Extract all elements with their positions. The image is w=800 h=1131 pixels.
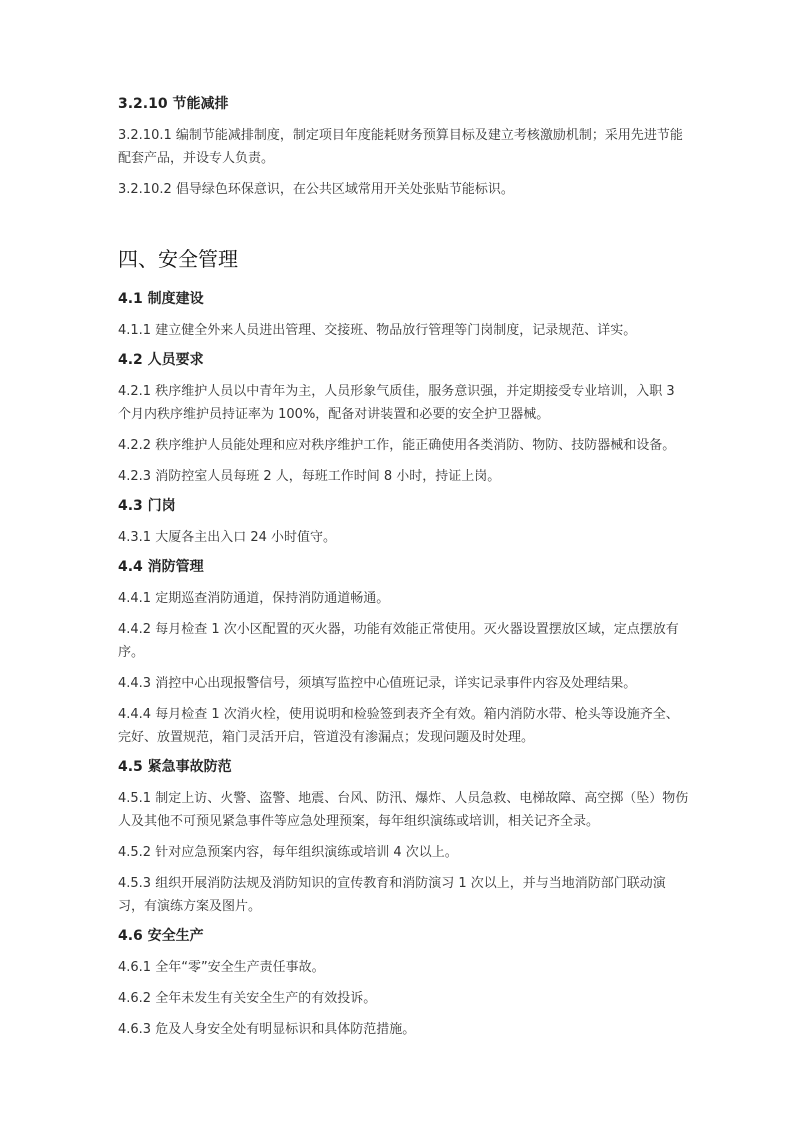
chapter-title: 四、安全管理 bbox=[118, 247, 238, 271]
section-heading-4-1: 4.1 制度建设 bbox=[118, 291, 204, 307]
section-heading-3-2-10: 3.2.10 节能减排 bbox=[118, 96, 229, 112]
paragraph-4-2-2: 4.2.2 秩序维护人员能处理和应对秩序维护工作，能正确使用各类消防、物防、技防器械和设备。 bbox=[118, 438, 676, 453]
paragraph-3-2-10-1: 3.2.10.1 编制节能减排制度，制定项目年度能耗财务预算目标及建立考核激励机制；采用先进节能配套产品，并设专人负责。 bbox=[118, 128, 683, 166]
section-4-6 bbox=[118, 926, 690, 1041]
paragraph-4-3-1: 4.3.1 大厦各主出入口 24 小时值守。 bbox=[118, 530, 337, 545]
paragraph-4-2-3: 4.2.3 消防控室人员每班 2 人，每班工作时间 8 小时，持证上岗。 bbox=[118, 469, 501, 484]
section-4-5 bbox=[118, 757, 690, 918]
paragraph-3-2-10-2: 3.2.10.2 倡导绿色环保意识，在公共区域常用开关处张贴节能标识。 bbox=[118, 182, 514, 197]
section-heading-4-3: 4.3 门岗 bbox=[118, 498, 176, 514]
section-4-1 bbox=[118, 289, 690, 342]
section-4-2 bbox=[118, 350, 690, 488]
paragraph-4-4-1: 4.4.1 定期巡查消防通道，保持消防通道畅通。 bbox=[118, 591, 390, 606]
paragraph-4-6-1: 4.6.1 全年“零”安全生产责任事故。 bbox=[118, 960, 325, 975]
section-heading-4-4: 4.4 消防管理 bbox=[118, 559, 204, 575]
section-heading-4-6: 4.6 安全生产 bbox=[118, 928, 204, 944]
paragraph-4-4-2: 4.4.2 每月检查 1 次小区配置的灭火器，功能有效能正常使用。灭火器设置摆放区域，定点摆放有序。 bbox=[118, 622, 679, 660]
section-4-3 bbox=[118, 496, 690, 549]
section-heading-4-2: 4.2 人员要求 bbox=[118, 352, 204, 368]
paragraph-4-6-3: 4.6.3 危及人身安全处有明显标识和具体防范措施。 bbox=[118, 1022, 416, 1037]
paragraph-4-6-2: 4.6.2 全年未发生有关安全生产的有效投诉。 bbox=[118, 991, 377, 1006]
paragraph-4-5-1: 4.5.1 制定上访、火警、盗警、地震、台风、防汛、爆炸、人员急救、电梯故障、高空掷（坠）物伤人及其他不可预见紧急事件等应急处理预案，每年组织演练或培训，相关记齐全录。 bbox=[118, 791, 689, 829]
section-4-4 bbox=[118, 557, 690, 749]
paragraph-4-2-1: 4.2.1 秩序维护人员以中青年为主，人员形象气质佳，服务意识强，并定期接受专业培训，入职 3 个月内秩序维护员持证率为 100%，配备对讲装置和必要的安全护卫器械。 bbox=[118, 384, 675, 422]
paragraph-4-4-3: 4.4.3 消控中心出现报警信号，须填写监控中心值班记录，详实记录事件内容及处理结果。 bbox=[118, 676, 637, 691]
paragraph-4-4-4: 4.4.4 每月检查 1 次消火栓，使用说明和检验签到表齐全有效。箱内消防水带、枪头等设施齐全、完好、放置规范，箱门灵活开启，管道没有渗漏点；发现问题及时处理。 bbox=[118, 707, 679, 745]
paragraph-4-1-1: 4.1.1 建立健全外来人员进出管理、交接班、物品放行管理等门岗制度，记录规范、详实。 bbox=[118, 323, 637, 338]
section-heading-4-5: 4.5 紧急事故防范 bbox=[118, 759, 232, 775]
paragraph-4-5-3: 4.5.3 组织开展消防法规及消防知识的宣传教育和消防演习 1 次以上，并与当地消防部门联动演习，有演练方案及图片。 bbox=[118, 876, 666, 914]
paragraph-4-5-2: 4.5.2 针对应急预案内容，每年组织演练或培训 4 次以上。 bbox=[118, 845, 458, 860]
